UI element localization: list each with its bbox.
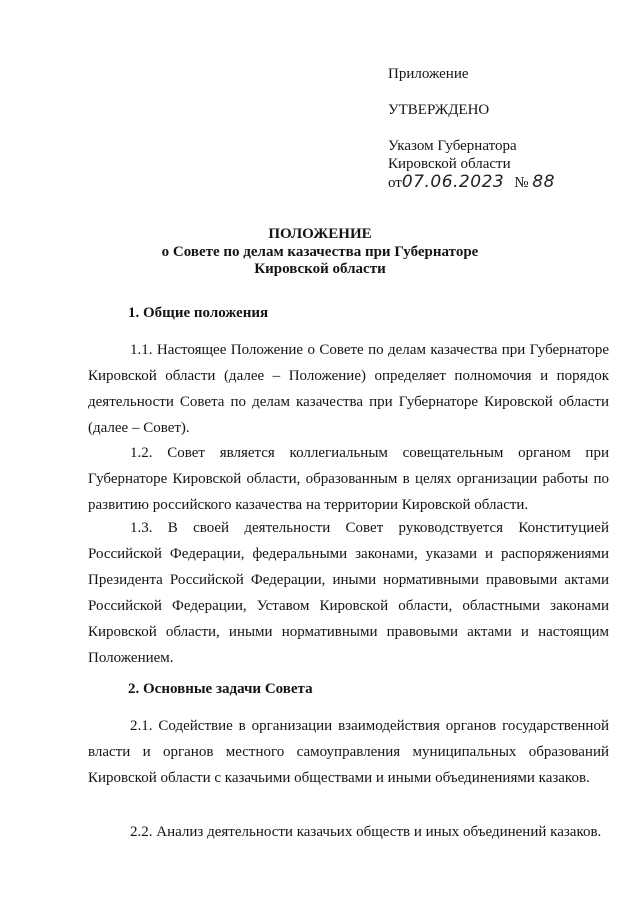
paragraph-1-3: 1.3. В своей деятельности Совет руководствуется Конституцией Российской Федерации, федеральными законами, указами и распоряжениями Президента Российской Федерации, иными нормативными правовыми актами Российской Федерации, Уставом Кировской области, областными законами Кировской области, иными нормативными правовыми актами и настоящим Положением. (88, 520, 609, 666)
paragraph-2-1: 2.1. Содействие в организации взаимодействия органов государственной власти и органов местного самоуправления муниципальных образований Кировской области с казачьими обществами и иными объединениями казаков. (88, 718, 609, 786)
date-line (388, 174, 555, 192)
handwritten-number: 88 (532, 172, 555, 192)
title-line-2: о Совете по делам казачества при Губернаторе (161, 243, 479, 260)
section-heading-tasks: 2. Основные задачи Совета (128, 681, 313, 697)
decree-line-1: Указом Губернатора (388, 138, 517, 154)
section-heading-general: 1. Общие положения (128, 305, 269, 321)
document-title (0, 226, 640, 279)
title-line-3: Кировской области (254, 261, 386, 277)
appendix-label: Приложение (388, 66, 469, 82)
number-sign: № (514, 175, 529, 191)
approved-label: УТВЕРЖДЕНО (388, 102, 490, 118)
paragraph-1-2: 1.2. Совет является коллегиальным совещательным органом при Губернаторе Кировской области, образованным в целях организации работы по развитию российского казачества на территории Кировской области. (88, 445, 609, 513)
date-prefix: от (388, 175, 402, 191)
decree-line-2: Кировской области (388, 156, 511, 172)
paragraph-2-2: 2.2. Анализ деятельности казачьих обществ и иных объединений казаков. (130, 824, 602, 840)
handwritten-date: 07.06.2023 (401, 172, 505, 192)
paragraph-1-1: 1.1. Настоящее Положение о Совете по делам казачества при Губернаторе Кировской области (далее – Положение) определяет полномочия и порядок деятельности Совета по делам казачества при Губернаторе Кировской области (далее – Совет). (88, 342, 609, 436)
title-line-1: ПОЛОЖЕНИЕ (268, 226, 372, 242)
